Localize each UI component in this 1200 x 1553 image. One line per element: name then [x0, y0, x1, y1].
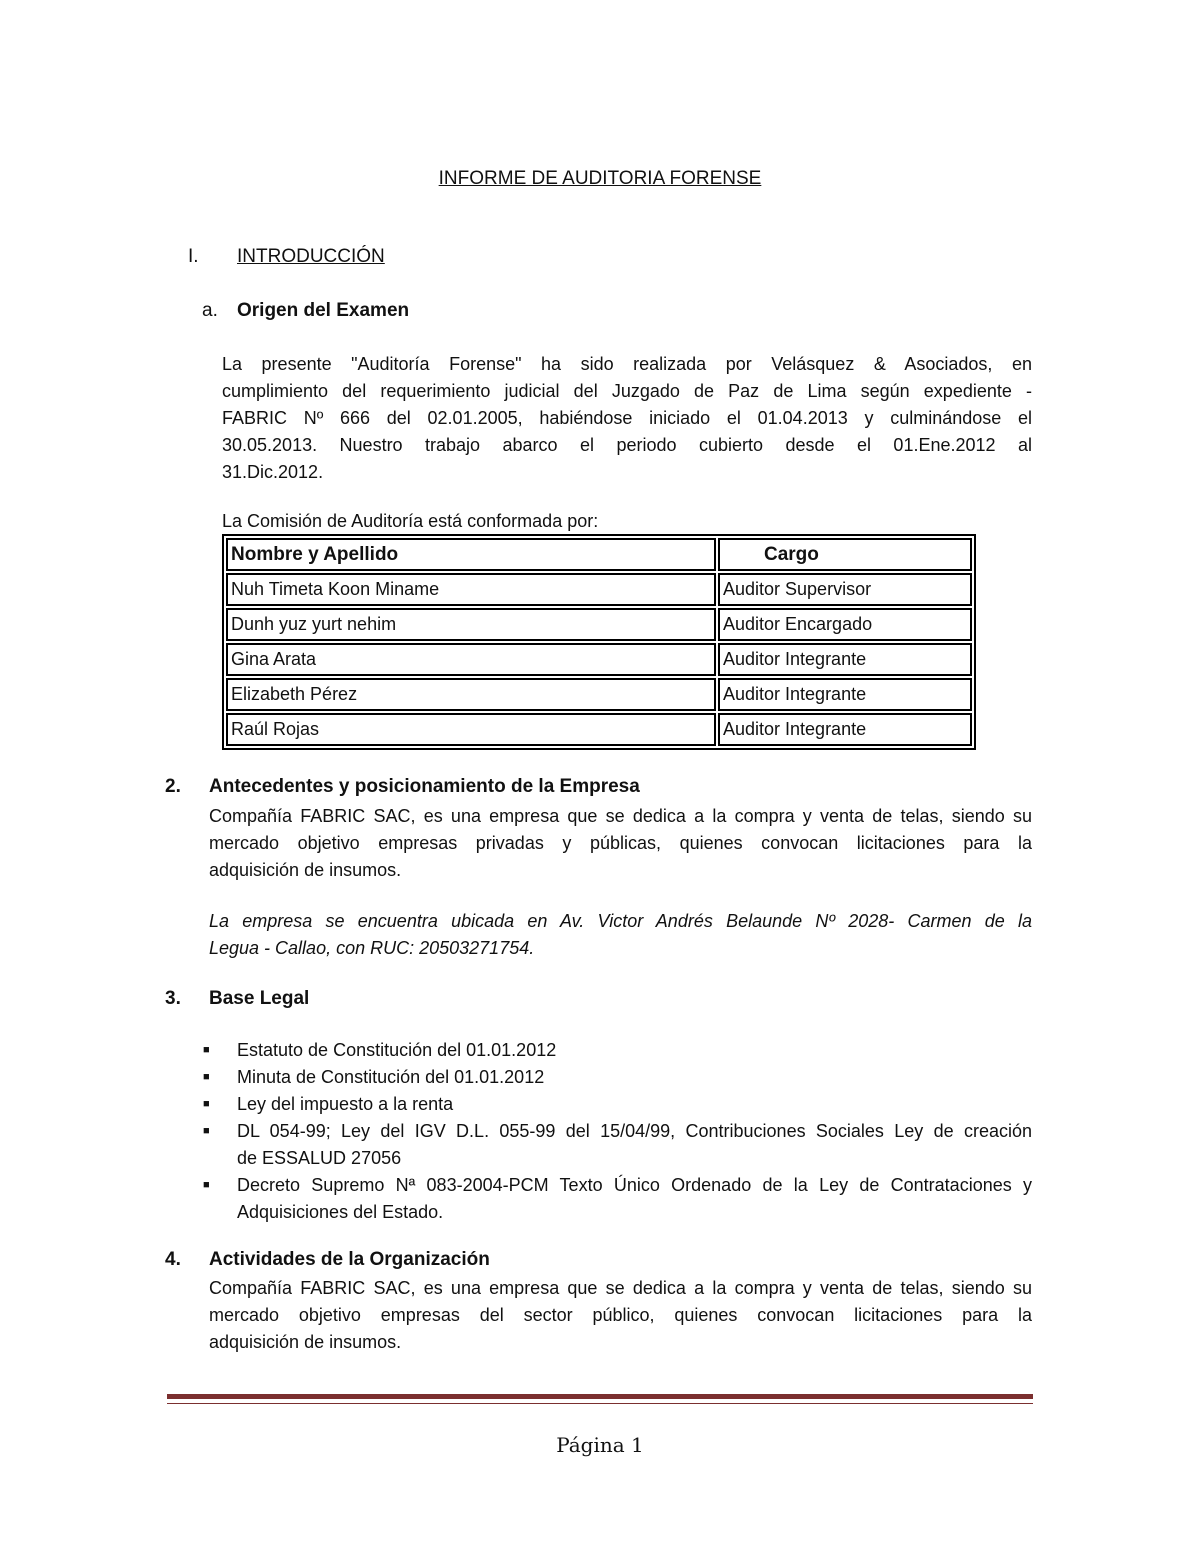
list-item-text: Ley del impuesto a la renta — [237, 1094, 454, 1114]
section-2-paragraph — [209, 803, 1032, 884]
bullet-icon: ■ — [203, 1179, 210, 1191]
cell-cargo: Auditor Encargado — [718, 608, 972, 641]
footer-rule-thick — [167, 1394, 1033, 1399]
list-item — [200, 1037, 1032, 1064]
section-4-paragraph — [209, 1275, 1032, 1356]
origen-line: La presente "Auditoría Forense" ha sido realizada por Velásquez & Asociados, en — [222, 354, 1032, 374]
bullet-icon: ■ — [203, 1098, 210, 1110]
address-line: Legua - Callao, con RUC: 20503271754. — [209, 938, 535, 958]
cell-name: Raúl Rojas — [226, 713, 716, 746]
origen-line: FABRIC Nº 666 del 02.01.2005, habiéndose iniciado el 01.04.2013 y culminándose el — [222, 408, 1032, 428]
table-header-row — [226, 538, 972, 571]
subsection-a-title: Origen del Examen — [237, 300, 410, 321]
table-row — [226, 608, 972, 641]
table-row — [226, 678, 972, 711]
section-4-line: Compañía FABRIC SAC, es una empresa que se dedica a la compra y venta de telas, siendo su — [209, 1278, 1032, 1298]
section-3-number: 3. — [165, 988, 181, 1009]
cell-name: Nuh Timeta Koon Miname — [226, 573, 716, 606]
section-2-address — [209, 908, 1032, 962]
comision-intro: La Comisión de Auditoría está conformada por: — [222, 511, 599, 531]
cell-cargo: Auditor Supervisor — [718, 573, 972, 606]
origen-paragraph — [222, 351, 1032, 486]
subsection-a-letter: a. — [202, 300, 218, 321]
list-item-text: Minuta de Constitución del 01.01.2012 — [237, 1067, 545, 1087]
footer-rule-thin — [167, 1403, 1033, 1404]
list-item — [200, 1172, 1032, 1226]
bullet-icon: ■ — [203, 1125, 210, 1137]
cell-cargo: Auditor Integrante — [718, 643, 972, 676]
address-line: La empresa se encuentra ubicada en Av. Victor Andrés Belaunde Nº 2028- Carmen de la — [209, 911, 1032, 931]
table-row — [226, 643, 972, 676]
cell-name: Dunh yuz yurt nehim — [226, 608, 716, 641]
list-item — [200, 1118, 1032, 1172]
section-4-number: 4. — [165, 1249, 181, 1270]
origen-line: 30.05.2013. Nuestro trabajo abarco el periodo cubierto desde el 01.Ene.2012 al — [222, 435, 1032, 455]
list-item-text: Estatuto de Constitución del 01.01.2012 — [237, 1040, 557, 1060]
section-1-title: INTRODUCCIÓN — [237, 246, 385, 267]
list-item — [200, 1064, 1032, 1091]
list-item-text: de ESSALUD 27056 — [237, 1148, 402, 1168]
section-2-line: adquisición de insumos. — [209, 860, 402, 880]
cell-cargo: Auditor Integrante — [718, 713, 972, 746]
header-cargo: Cargo — [718, 538, 972, 571]
bullet-icon: ■ — [203, 1071, 210, 1083]
origen-line: 31.Dic.2012. — [222, 462, 324, 482]
table-row — [226, 713, 972, 746]
cell-name: Elizabeth Pérez — [226, 678, 716, 711]
legal-base-list — [200, 1037, 1032, 1226]
section-2-title: Antecedentes y posicionamiento de la Empresa — [209, 776, 640, 797]
document-title: INFORME DE AUDITORIA FORENSE — [438, 168, 762, 189]
list-item-text: Adquisiciones del Estado. — [237, 1202, 444, 1222]
table-row — [226, 573, 972, 606]
section-2-line: mercado objetivo empresas privadas y públicas, quienes convocan licitaciones para la — [209, 833, 1032, 853]
origen-line: cumplimiento del requerimiento judicial del Juzgado de Paz de Lima según expediente - — [222, 381, 1032, 401]
audit-commission-table — [222, 534, 976, 750]
cell-name: Gina Arata — [226, 643, 716, 676]
cell-cargo: Auditor Integrante — [718, 678, 972, 711]
section-2-number: 2. — [165, 776, 181, 797]
bullet-icon: ■ — [203, 1044, 210, 1056]
section-1-number: I. — [188, 246, 199, 267]
header-name: Nombre y Apellido — [226, 538, 716, 571]
section-2-line: Compañía FABRIC SAC, es una empresa que se dedica a la compra y venta de telas, siendo su — [209, 806, 1032, 826]
page-number: Página 1 — [556, 1433, 644, 1457]
section-3-title: Base Legal — [209, 988, 310, 1009]
section-4-line: adquisición de insumos. — [209, 1332, 402, 1352]
list-item — [200, 1091, 1032, 1118]
section-4-line: mercado objetivo empresas del sector público, quienes convocan licitaciones para la — [209, 1305, 1032, 1325]
section-4-title: Actividades de la Organización — [209, 1249, 490, 1270]
list-item-text: Decreto Supremo Nª 083-2004-PCM Texto Único Ordenado de la Ley de Contrataciones y — [237, 1175, 1032, 1195]
list-item-text: DL 054-99; Ley del IGV D.L. 055-99 del 15/04/99, Contribuciones Sociales Ley de creación — [237, 1121, 1032, 1141]
